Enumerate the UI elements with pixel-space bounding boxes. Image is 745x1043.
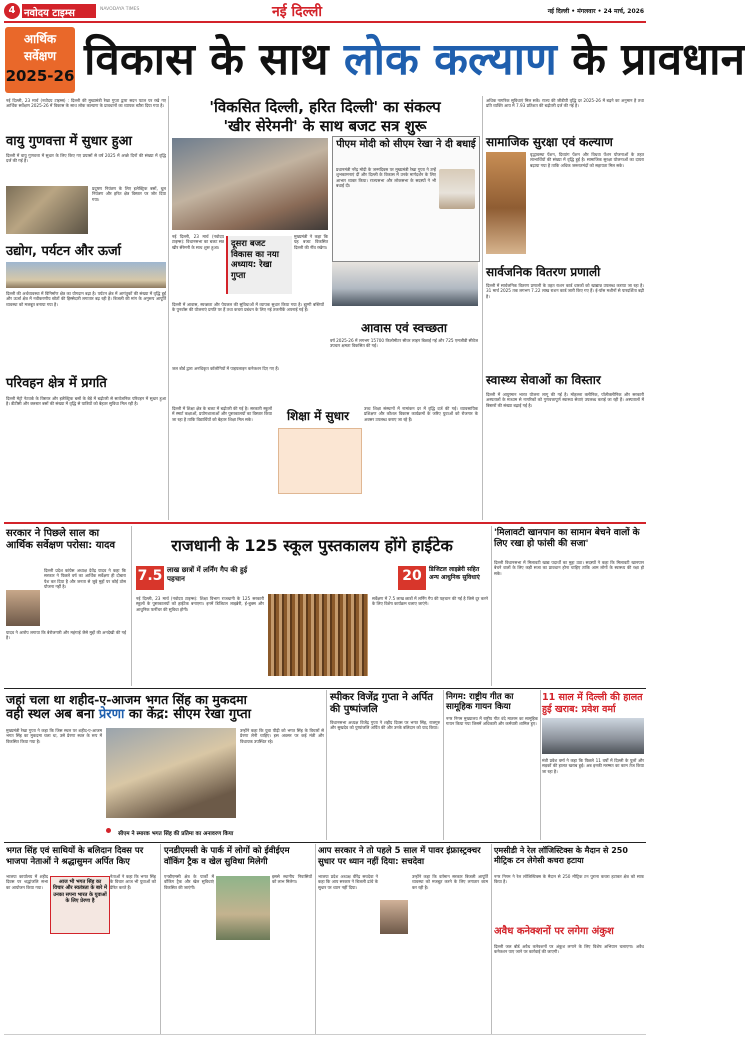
story-bridges-heading: 11 साल में दिल्ली की हालत हुई खराब: प्रवेश वर्मा [542,692,643,715]
education-text-1: दिल्ली में शिक्षा क्षेत्र के बजट में बढ़ोतरी की गई है। सरकारी स्कूलों में स्मार्ट कक्षाओं, प्रयोगशालाओं और पुस्तकालयों का विस्तार किया जा रहा है ताकि विद्यार्थियों को बेहतर शिक्षा मिल सके। [172,406,272,422]
survey-badge-line2: सर्वेक्षण [23,49,57,63]
stat1-value: 7.5 [137,568,163,584]
story-bhagat-text-2: उन्होंने कहा कि युवा पीढ़ी को भगत सिंह के विचारों से प्रेरणा लेनी चाहिए। इस अवसर पर कई मंत्री और विधायक उपस्थित रहे। [240,728,324,744]
section-health-text: दिल्ली में आयुष्मान भारत योजना लागू की गई है। मोहल्ला क्लीनिक, पॉलीक्लीनिक और सरकारी अस्पतालों के माध्यम से नागरिकों को गुणवत्तापूर्ण स्वास्थ्य सेवाएं उपलब्ध कराई जा रही हैं। अस्पतालों में बिस्तरों की संख्या बढ़ाई गई है। [486,392,644,408]
illustration-education [278,428,362,494]
section-industry-text: दिल्ली की अर्थव्यवस्था में विनिर्माण क्षेत्र का योगदान बढ़ा है। पर्यटन क्षेत्र में आगंतुकों की संख्या में वृद्धि हुई और ऊर्जा क्षेत्र में नवीकरणीय स्रोतों की हिस्सेदारी लगातार बढ़ रही है। बिजली की मांग के अनुरूप आपूर्ति व्यवस्था को मजबूत बनाया गया है। [6,291,166,307]
story-ndmc-heading: एनडीएमसी के पार्क में लोगों को ईवीईएम वॉकिंग ट्रैक व खेल सुविधा मिलेगी [164,846,290,867]
stat2-value: 20 [402,568,422,584]
photo-ndmc [216,876,270,940]
masthead [0,0,650,22]
photo-pm [439,169,475,209]
photo-industry [6,262,166,288]
library-text-1: नई दिल्ली, 23 मार्च (नवोदय टाइम्स): शिक्षा विभाग राजधानी के 125 सरकारी स्कूलों के पुस्तकालयों को हाईटेक बनाएगा। इनमें डिजिटल लाइब्रेरी, ई-बुक्स और आधुनिक फर्नीचर की सुविधा होगी। [136,596,264,612]
story-bjp-heading: भगत सिंह एवं साथियों के बलिदान दिवस पर भाजपा नेताओं ने श्रद्धासुमन अर्पित किए [6,846,144,867]
story-mcd-heading: एमसीडी ने रेल लॉजिस्टिक्स के मैदान से 250 मीट्रिक टन लेगेसी कचरा हटाया [494,846,628,865]
caption-bhagat-text: सीएम ने स्मारक भगत सिंह की प्रतिमा का अनावरण किया [118,831,234,837]
story-ndmc-text: एनडीएमसी क्षेत्र के पार्कों में वॉकिंग ट्रैक और खेल सुविधाएं विकसित की जाएंगी। [164,874,214,890]
masthead-brand-sub: NAVODAYA TIMES [100,7,140,12]
page-number-text: 4 [8,5,16,16]
story-library-heading: राजधानी के 125 स्कूल पुस्तकालय होंगे हाईटेक [171,536,453,555]
story-adulteration-heading: 'मिलावटी खानपान का सामान बेचने वालों के लिए रखा हो फांसी की सजा' [494,528,640,549]
section-air-text-2: प्रदूषण नियंत्रण के लिए इलेक्ट्रिक बसों, धूल नियंत्रण और हरित क्षेत्र विस्तार पर जोर दिया गया। [92,186,166,202]
photo-social [486,152,526,254]
story-bridges-text: मंत्री प्रवेश वर्मा ने कहा कि पिछले 11 वर्षों में दिल्ली के पुलों और सड़कों की हालत खराब हुई। अब इनकी मरम्मत का काम तेज किया जा रहा है। [542,758,644,774]
photo-yadav [6,590,40,626]
footer-marks [4,1034,646,1041]
main-headline [84,30,745,92]
story-yadav-text-2: यादव ने आरोप लगाया कि बेरोजगारी और महंगाई जैसे मुद्दों की अनदेखी की गई है। [6,630,126,641]
section-transport-text: दिल्ली मेट्रो नेटवर्क के विस्तार और इलेक्ट्रिक बसों के बेड़े में बढ़ोतरी से सार्वजनिक परिवहन में सुधार हुआ है। डीटीसी और क्लस्टर बसों की संख्या में वृद्धि से यात्रियों को बेहतर सुविधा मिल रही है। [6,396,166,407]
story-yadav-heading: सरकार ने पिछले साल का आर्थिक सर्वेक्षण परोसा: यादव [6,528,116,551]
story-illegal-text: दिल्ली जल बोर्ड अवैध कनेक्शनों पर अंकुश लगाने के लिए विशेष अभियान चलाएगा। अवैध कनेक्शन पाए जाने पर कार्रवाई की जाएगी। [494,944,644,955]
section-pds-text: दिल्ली में सार्वजनिक वितरण प्रणाली के तहत राशन कार्ड धारकों को खाद्यान्न उपलब्ध कराया जा रहा है। 31 मार्च 2025 तक लगभग 7.22 लाख राशन कार्ड जारी किए गए हैं। ई-पॉस मशीनों से पारदर्शिता बढ़ी है। [486,283,644,299]
section-education-heading: शिक्षा में सुधार [286,409,350,423]
photo-library [268,594,368,676]
center-text-1: दिल्ली में आवास, स्वच्छता और पेयजल की सुविधाओं में व्यापक सुधार किया गया है। झुग्गी बस्तियों के पुनर्वास की योजनाएं प्रगति पर हैं तथा कचरा प्रबंधन के लिए नई तकनीकें अपनाई गई हैं। [172,302,324,313]
photo-air [6,186,88,234]
story-ndmc-text-2: इससे स्थानीय निवासियों को लाभ मिलेगा। [272,874,312,885]
survey-badge-year: 2025-26 [5,67,75,85]
section-air-text: दिल्ली में वायु गुणवत्ता में सुधार के लिए किए गए प्रयासों से वर्ष 2025 में अच्छे दिनों की संख्या में वृद्धि दर्ज की गई है। [6,153,166,164]
story-aap-heading: आप सरकार ने तो पहले 5 साल में पावर इंफ्रास्ट्रक्चर सुधार पर ध्यान नहीं दिया: सचदेवा [318,846,481,867]
subhead-line1: 'विकसित दिल्ली, हरित दिल्ली' का संकल्प [209,98,441,116]
story-illegal-heading: अवैध कनेक्शनों पर लगेगा अंकुश [494,926,614,937]
stat2-label: डिजिटल लाइब्रेरी सहित अन्य आधुनिक सुविधाएं [429,566,480,581]
stat1-label: लाख छात्रों में लर्निंग गैप की हुई पहचान [167,566,248,583]
section-air-heading: वायु गुणवत्ता में सुधार हुआ [6,134,132,149]
story-nigam-heading: निगम: राष्ट्रीय गीत का सामूहिक गायन किया [446,692,514,712]
main-headline-part1: विकास के साथ [84,34,329,85]
budget-text-2: मुख्यमंत्री ने कहा कि यह बजट विकसित दिल्ली की नींव रखेगा। [294,234,328,250]
story-aap-text: भाजपा प्रदेश अध्यक्ष वीरेंद्र सचदेवा ने कहा कि आप सरकार ने बिजली ढांचे के सुधार पर ध्यान नहीं दिया। [318,874,378,890]
story-bhagat-text: मुख्यमंत्री रेखा गुप्ता ने कहा कि जिस स्थल पर शहीद-ए-आजम भगत सिंह का मुकदमा चला था, उसे प्रेरणा स्थल के रूप में विकसित किया गया है। [6,728,102,744]
masthead-brand-text: नवोदय टाइम्स [24,8,75,19]
pm-box-text: प्रधानमंत्री नरेंद्र मोदी के जन्मदिवस पर मुख्यमंत्री रेखा गुप्ता ने उन्हें शुभकामनाएं दीं और दिल्ली के विकास में उनके मार्गदर्शन के लिए आभार व्यक्त किया। राज्यसभा और लोकसभा के सदस्यों ने भी बधाई दी। [336,167,436,189]
caption-bullet-icon [106,828,111,833]
photo-sachdeva [380,900,408,934]
story-bjp-text-2: नेताओं ने कहा कि भगत सिंह के विचार आज भी युवाओं को प्रेरित करते हैं। [110,874,156,890]
story-bhagat-heading [6,692,324,723]
section-social-heading: सामाजिक सुरक्षा एवं कल्याण [486,135,613,149]
subhead-line2: 'खीर सेरेमनी' के साथ बजट सत्र शुरू [223,117,427,135]
story-aap-text-2: उन्होंने कहा कि वर्तमान सरकार बिजली आपूर्ति व्यवस्था को मजबूत करने के लिए लगातार काम कर रही है। [412,874,488,890]
survey-badge [5,27,75,93]
survey-badge-line1: आर्थिक [23,32,57,46]
section-social-text: वृद्धावस्था पेंशन, दिव्यांग पेंशन और विधवा पेंशन योजनाओं के तहत लाभार्थियों की संख्या में वृद्धि हुई है। सामाजिक सुरक्षा योजनाओं का दायरा बढ़ाया गया है ताकि अधिक जरूरतमंदों को सहायता मिल सके। [530,152,644,168]
story-bhagat-line1: जहां चला था शहीद-ए-आजम भगत सिंह का मुकदमा [6,692,247,707]
library-text-2: सर्वेक्षण में 7.5 लाख छात्रों में लर्निंग गैप की पहचान की गई है जिसे दूर करने के लिए विशेष कार्यक्रम चलाए जाएंगे। [372,596,488,607]
story-nigam-text: नगर निगम मुख्यालय में राष्ट्रीय गीत वंदे मातरम का सामूहिक गायन किया गया जिसमें अधिकारी और कर्मचारी शामिल हुए। [446,716,538,727]
caption-bhagat [106,820,236,836]
pm-box [332,136,480,262]
photo-bridge [542,718,644,754]
subhead [172,98,478,136]
center-text-3: जल बोर्ड द्वारा अनधिकृत कॉलोनियों में पाइपलाइन कनेक्शन दिए गए हैं। [172,366,280,371]
photo-power-lines [332,262,478,306]
story-bjp-quote-box [50,876,110,934]
budget-text-1: नई दिल्ली, 23 मार्च (नवोदय टाइम्स): विधानसभा का बजट सत्र खीर सेरेमनी के साथ शुरू हुआ। [172,234,224,250]
masthead-date: नई दिल्ली • मंगलवार • 24 मार्च, 2026 [547,8,644,15]
story-adulteration-text: दिल्ली विधानसभा में मिलावटी खाद्य पदार्थों का मुद्दा उठा। सदस्यों ने कहा कि मिलावटी खानपान बेचने वालों के लिए कड़ी सजा का प्रावधान होना चाहिए ताकि आम लोगों के स्वास्थ्य की रक्षा हो सके। [494,560,644,576]
section-transport-heading: परिवहन क्षेत्र में प्रगति [6,376,107,391]
section-housing-heading: आवास एवं स्वच्छता [361,321,447,335]
story-bjp-text: भाजपा कार्यालय में शहीद दिवस पर श्रद्धांजलि सभा का आयोजन किया गया। [6,874,48,890]
budget-box [226,236,292,294]
section-industry-heading: उद्योग, पर्यटन और ऊर्जा [6,244,122,259]
story-yadav-text: दिल्ली प्रदेश कांग्रेस अध्यक्ष देवेंद्र यादव ने कहा कि सरकार ने पिछले वर्ष का आर्थिक सर्वेक्षण ही दोबारा पेश कर दिया है और जनता से जुड़े मुद्दों पर कोई ठोस योजना नहीं है। [44,568,126,590]
pm-box-title: पीएम मोदी को सीएम रेखा ने दी बधाई [336,139,476,150]
photo-bhagat-statue [106,728,236,818]
education-text-2: उच्च शिक्षा संस्थानों में नामांकन दर में वृद्धि दर्ज की गई। व्यावसायिक प्रशिक्षण और कौशल विकास कार्यक्रमों के जरिए युवाओं को रोजगार के अवसर उपलब्ध कराए जा रहे हैं। [364,406,478,422]
main-headline-part2: लोक कल्याण [343,34,557,85]
section-health-heading: स्वास्थ्य सेवाओं का विस्तार [486,373,601,387]
story-bjp-quote: आज भी भगत सिंह का विचार और स्वतंत्रता के बारे में उनका सपना भारत के युवाओं के लिए प्रेरणा है [53,879,107,905]
story-speaker-text: विधानसभा अध्यक्ष विजेंद्र गुप्ता ने शहीद दिवस पर भगत सिंह, राजगुरु और सुखदेव को पुष्पांजलि अर्पित की और उनके बलिदान को याद किया। [330,720,440,731]
center-text-2: वर्ष 2025-26 में लगभग 15700 किलोमीटर सीवर लाइन बिछाई गई और 725 एमजीडी सीवेज उपचार क्षमता विकसित की गई। [330,338,478,349]
story-bhagat-line2: वही स्थल अब बना प्रेरणा का केंद्र: सीएम रेखा गुप्ता [6,707,251,722]
section-pds-heading: सार्वजनिक वितरण प्रणाली [486,265,601,279]
story-mcd-text: नगर निगम ने रेल लॉजिस्टिक्स के मैदान से 250 मीट्रिक टन पुराना कचरा हटाकर क्षेत्र को साफ किया है। [494,874,644,885]
story-speaker-heading: स्पीकर विजेंद्र गुप्ता ने अर्पित की पुष्पांजलि [330,692,433,715]
main-headline-part3: के प्रावधान [572,34,745,85]
budget-box-title: दूसरा बजट विकास का नया अध्याय: रेखा गुप्ता [231,239,279,281]
lead-text: नई दिल्ली, 23 मार्च (नवोदय टाइम्स) : दिल्ली की मुख्यमंत्री रेखा गुप्ता द्वारा सदन पटल पर रखे गए आर्थिक सर्वेक्षण 2025-26 में विकास के साथ लोक कल्याण के प्रावधानों का व्यापक ब्यौरा दिया गया है। [6,98,166,109]
lead-text-right: अधिक नागरिक सुविधाएं मिल सकें। राज्य की जीडीपी वृद्धि दर 2025-26 में बढ़ने का अनुमान है तथा प्रति व्यक्ति आय में 7.93 प्रतिशत की बढ़ोतरी दर्ज की गई है। [486,98,644,109]
masthead-city: नई दिल्ली [272,4,323,20]
photo-kheer-ceremony [172,138,328,230]
